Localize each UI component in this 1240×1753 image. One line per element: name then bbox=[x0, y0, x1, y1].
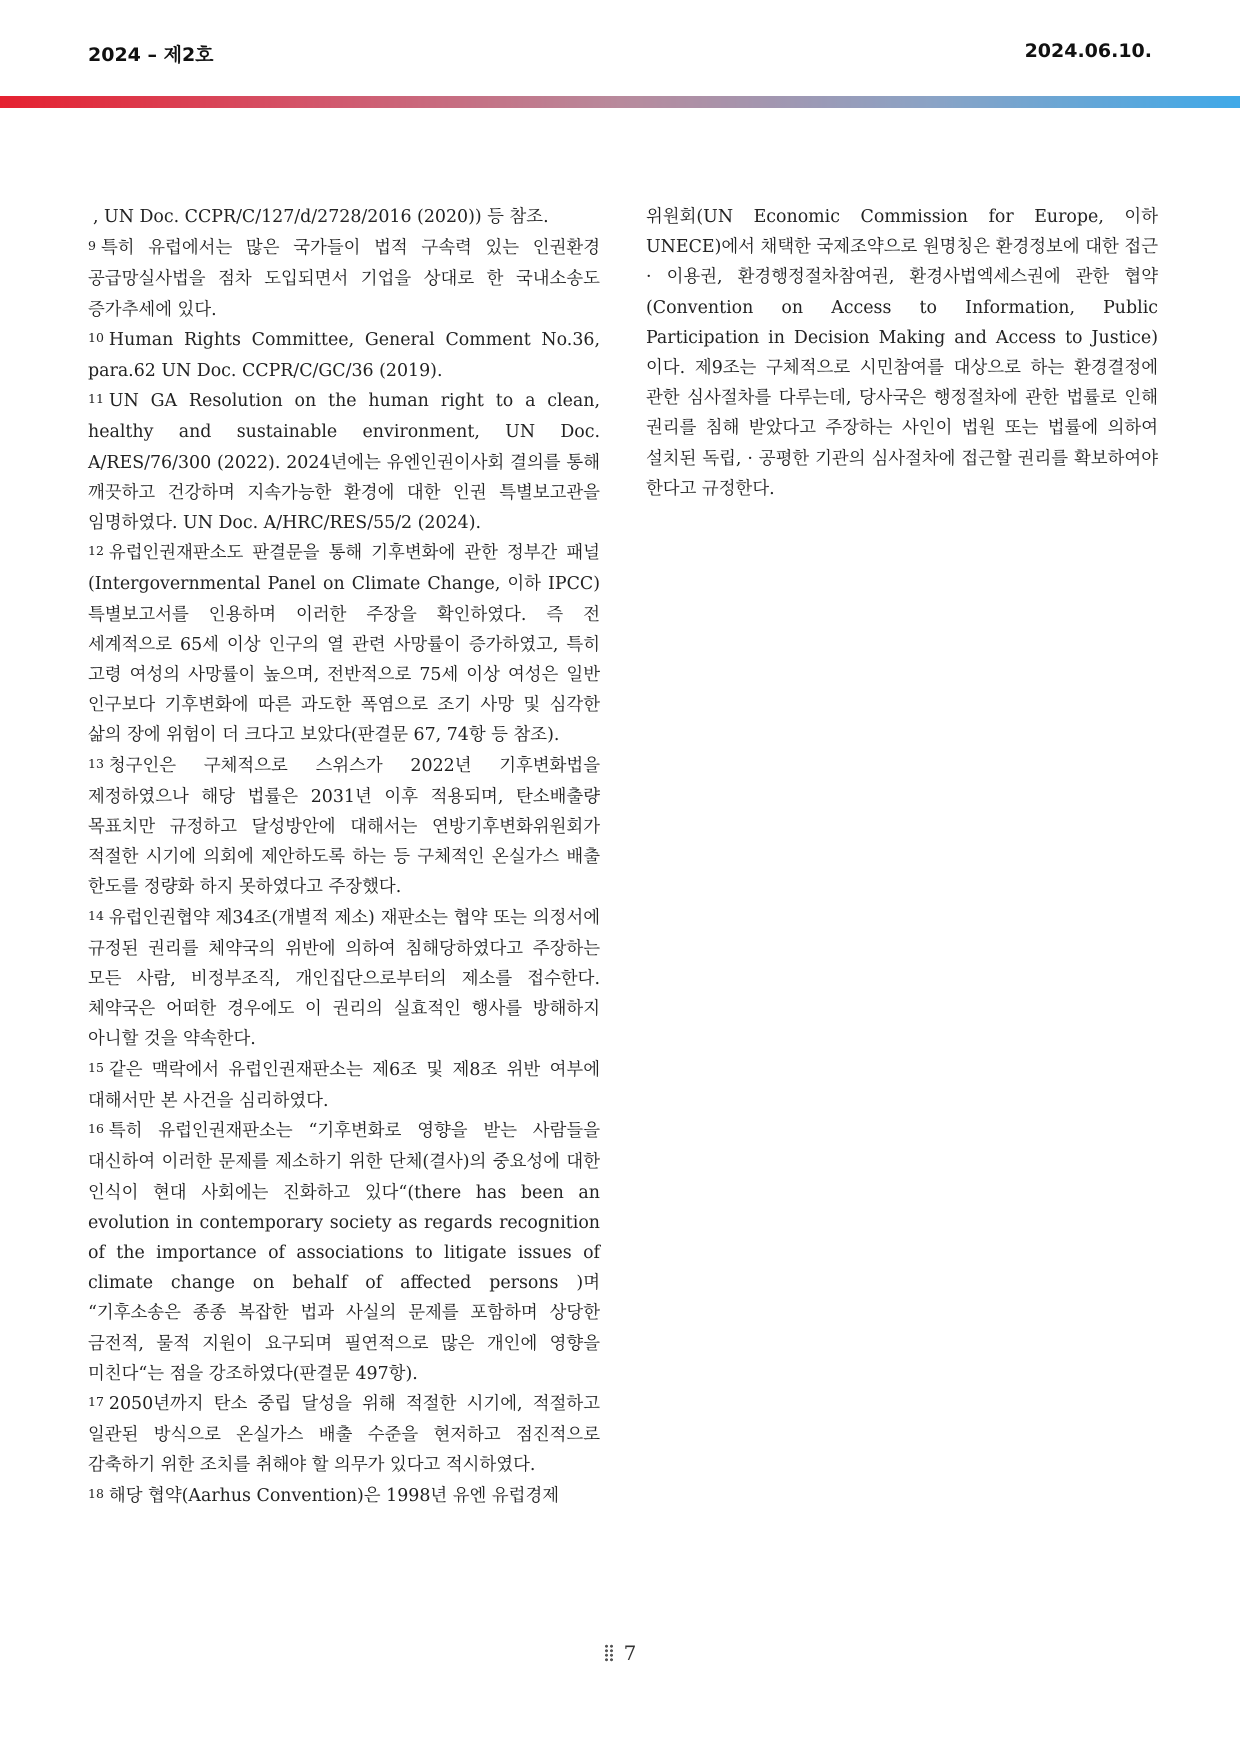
footnote bbox=[88, 1481, 600, 1512]
footnote-number: 9 bbox=[88, 238, 96, 254]
footnote-number: 11 bbox=[88, 391, 104, 407]
footnote-number: 17 bbox=[88, 1393, 104, 1409]
footnote bbox=[88, 538, 600, 750]
footnote bbox=[88, 751, 600, 903]
footnote bbox=[88, 1055, 600, 1116]
footnote-number: 10 bbox=[88, 329, 104, 345]
footnote bbox=[88, 903, 600, 1055]
issue-label: 2024 – 제2호 bbox=[88, 44, 214, 66]
issue-date: 2024.06.10. bbox=[1024, 40, 1152, 62]
footnote bbox=[88, 325, 600, 386]
footnote-text: 2050년까지 탄소 중립 달성을 위해 적절한 시기에, 적절하고 일관된 방식으로 온실가스 배출 수준을 현저하고 점진적으로 감축하기 위한 조치를 취해야 할 의무가 있다고 적시하였다. bbox=[88, 1393, 600, 1476]
footnote-text: 청구인은 구체적으로 스위스가 2022년 기후변화법을 제정하였으나 해당 법률은 2031년 이후 적용되며, 탄소배출량 목표치만 규정하고 달성방안에 대해서는 연방기후변화위원회가 적절한 시기에 의회에 제안하도록 하는 등 구체적인 온실가스 배출 한도를 정량화 하지 못하였다고 주장했다. bbox=[88, 755, 600, 898]
footnote-text: 특히 유럽에서는 많은 국가들이 법적 구속력 있는 인권환경 공급망실사법을 점차 도입되면서 기업을 상대로 한 국내소송도 증가추세에 있다. bbox=[88, 238, 600, 320]
footnote-number: 16 bbox=[88, 1121, 104, 1137]
footnote-continuation bbox=[646, 202, 1158, 504]
footnote-text: 유럽인권재판소도 판결문을 통해 기후변화에 관한 정부간 패널(Intergovernmental Panel on Climate Change, 이하 IPCC) 특별보고서를 인용하며 이러한 주장을 확인하였다. 즉 전 세계적으로 65세 이상 인구의 열 관련 사망률이 증가하였고, 특히 고령 여성의 사망률이 높으며, 전반적으로 75세 이상 여성은 일반 인구보다 기후변화에 따른 과도한 폭염으로 조기 사망 및 심각한 삶의 장에 위험이 더 크다고 보았다(판결문 67, 74항 등 참조). bbox=[88, 543, 600, 746]
footnote bbox=[88, 386, 600, 538]
footnote-text: 해당 협약(Aarhus Convention)은 1998년 유엔 유럽경제 bbox=[108, 1485, 560, 1506]
footnote-number: 14 bbox=[88, 907, 104, 923]
footnote-text: 유럽인권협약 제34조(개별적 제소) 재판소는 협약 또는 의정서에 규정된 권리를 체약국의 위반에 의하여 침해당하였다고 주장하는 모든 사람, 비정부조직, 개인집단으로부터의 제소를 접수한다. 체약국은 어떠한 경우에도 이 권리의 실효적인 행사를 방해하지 아니할 것을 약속한다. bbox=[88, 907, 600, 1050]
footnote-text: Human Rights Committee, General Comment No.36, para.62 UN Doc. CCPR/C/GC/36 (2019). bbox=[88, 329, 600, 382]
footnotes-left-column bbox=[88, 202, 600, 1512]
footnote-number: 18 bbox=[88, 1485, 104, 1501]
header-color-bar bbox=[0, 96, 1240, 108]
page-footer bbox=[0, 1641, 1240, 1665]
footnote-number: 12 bbox=[88, 543, 104, 559]
footnote-text: , UN Doc. CCPR/C/127/d/2728/2016 (2020)) 등 참조. bbox=[93, 207, 549, 227]
page-number: 7 bbox=[623, 1641, 637, 1665]
footnote-number: 15 bbox=[88, 1059, 104, 1075]
footnote-text: UN GA Resolution on the human right to a clean, healthy and sustainable environment, UN Doc. A/RES/76/300 (2022). 2024년에는 유엔인권이사회 결의를 통해 깨끗하고 건강하며 지속가능한 환경에 대한 인권 특별보고관을 임명하였다. UN Doc. A/HRC/RES/55/2 (2024). bbox=[88, 391, 600, 534]
footnotes-right-column bbox=[646, 202, 1158, 504]
footnote-text: 같은 맥락에서 유럽인권재판소는 제6조 및 제8조 위반 여부에 대해서만 본 사건을 심리하였다. bbox=[88, 1059, 600, 1111]
footnote-text: 특히 유럽인권재판소는 “기후변화로 영향을 받는 사람들을 대신하여 이러한 문제를 제소하기 위한 단체(결사)의 중요성에 대한 인식이 현대 사회에는 진화하고 있다“(there has been an evolution in contemporary society as regards recognition of the importance of associations to litigate issues of climate change on behalf of affected persons )며 “기후소송은 종종 복잡한 법과 사실의 문제를 포함하며 상당한 금전적, 물적 지원이 요구되며 필연적으로 많은 개인에 영향을 미친다“는 점을 강조하였다(판결문 497항). bbox=[88, 1121, 600, 1384]
footnote bbox=[88, 233, 600, 325]
footnote bbox=[88, 1116, 600, 1389]
footnote-number: 13 bbox=[88, 755, 104, 771]
footnote bbox=[88, 202, 600, 233]
footnote-text: 위원회(UN Economic Commission for Europe, 이하 UNECE)에서 채택한 국제조약으로 원명칭은 환경정보에 대한 접근 · 이용권, 환경행정절차참여권, 환경사법엑세스권에 관한 협약(Convention on Access to Information, Public Participation in Decision Making and Access to Justice)이다. 제9조는 구체적으로 시민참여를 대상으로 하는 환경결정에 관한 심사절차를 다루는데, 당사국은 행정절차에 관한 법률로 인해 권리를 침해 받았다고 주장하는 사인이 법원 또는 법률에 의하여 설치된 독립, · 공평한 기관의 심사절차에 접근할 권리를 확보하여야 한다고 규정한다. bbox=[646, 207, 1158, 499]
footnote bbox=[88, 1389, 600, 1481]
dots-icon bbox=[604, 1644, 614, 1662]
